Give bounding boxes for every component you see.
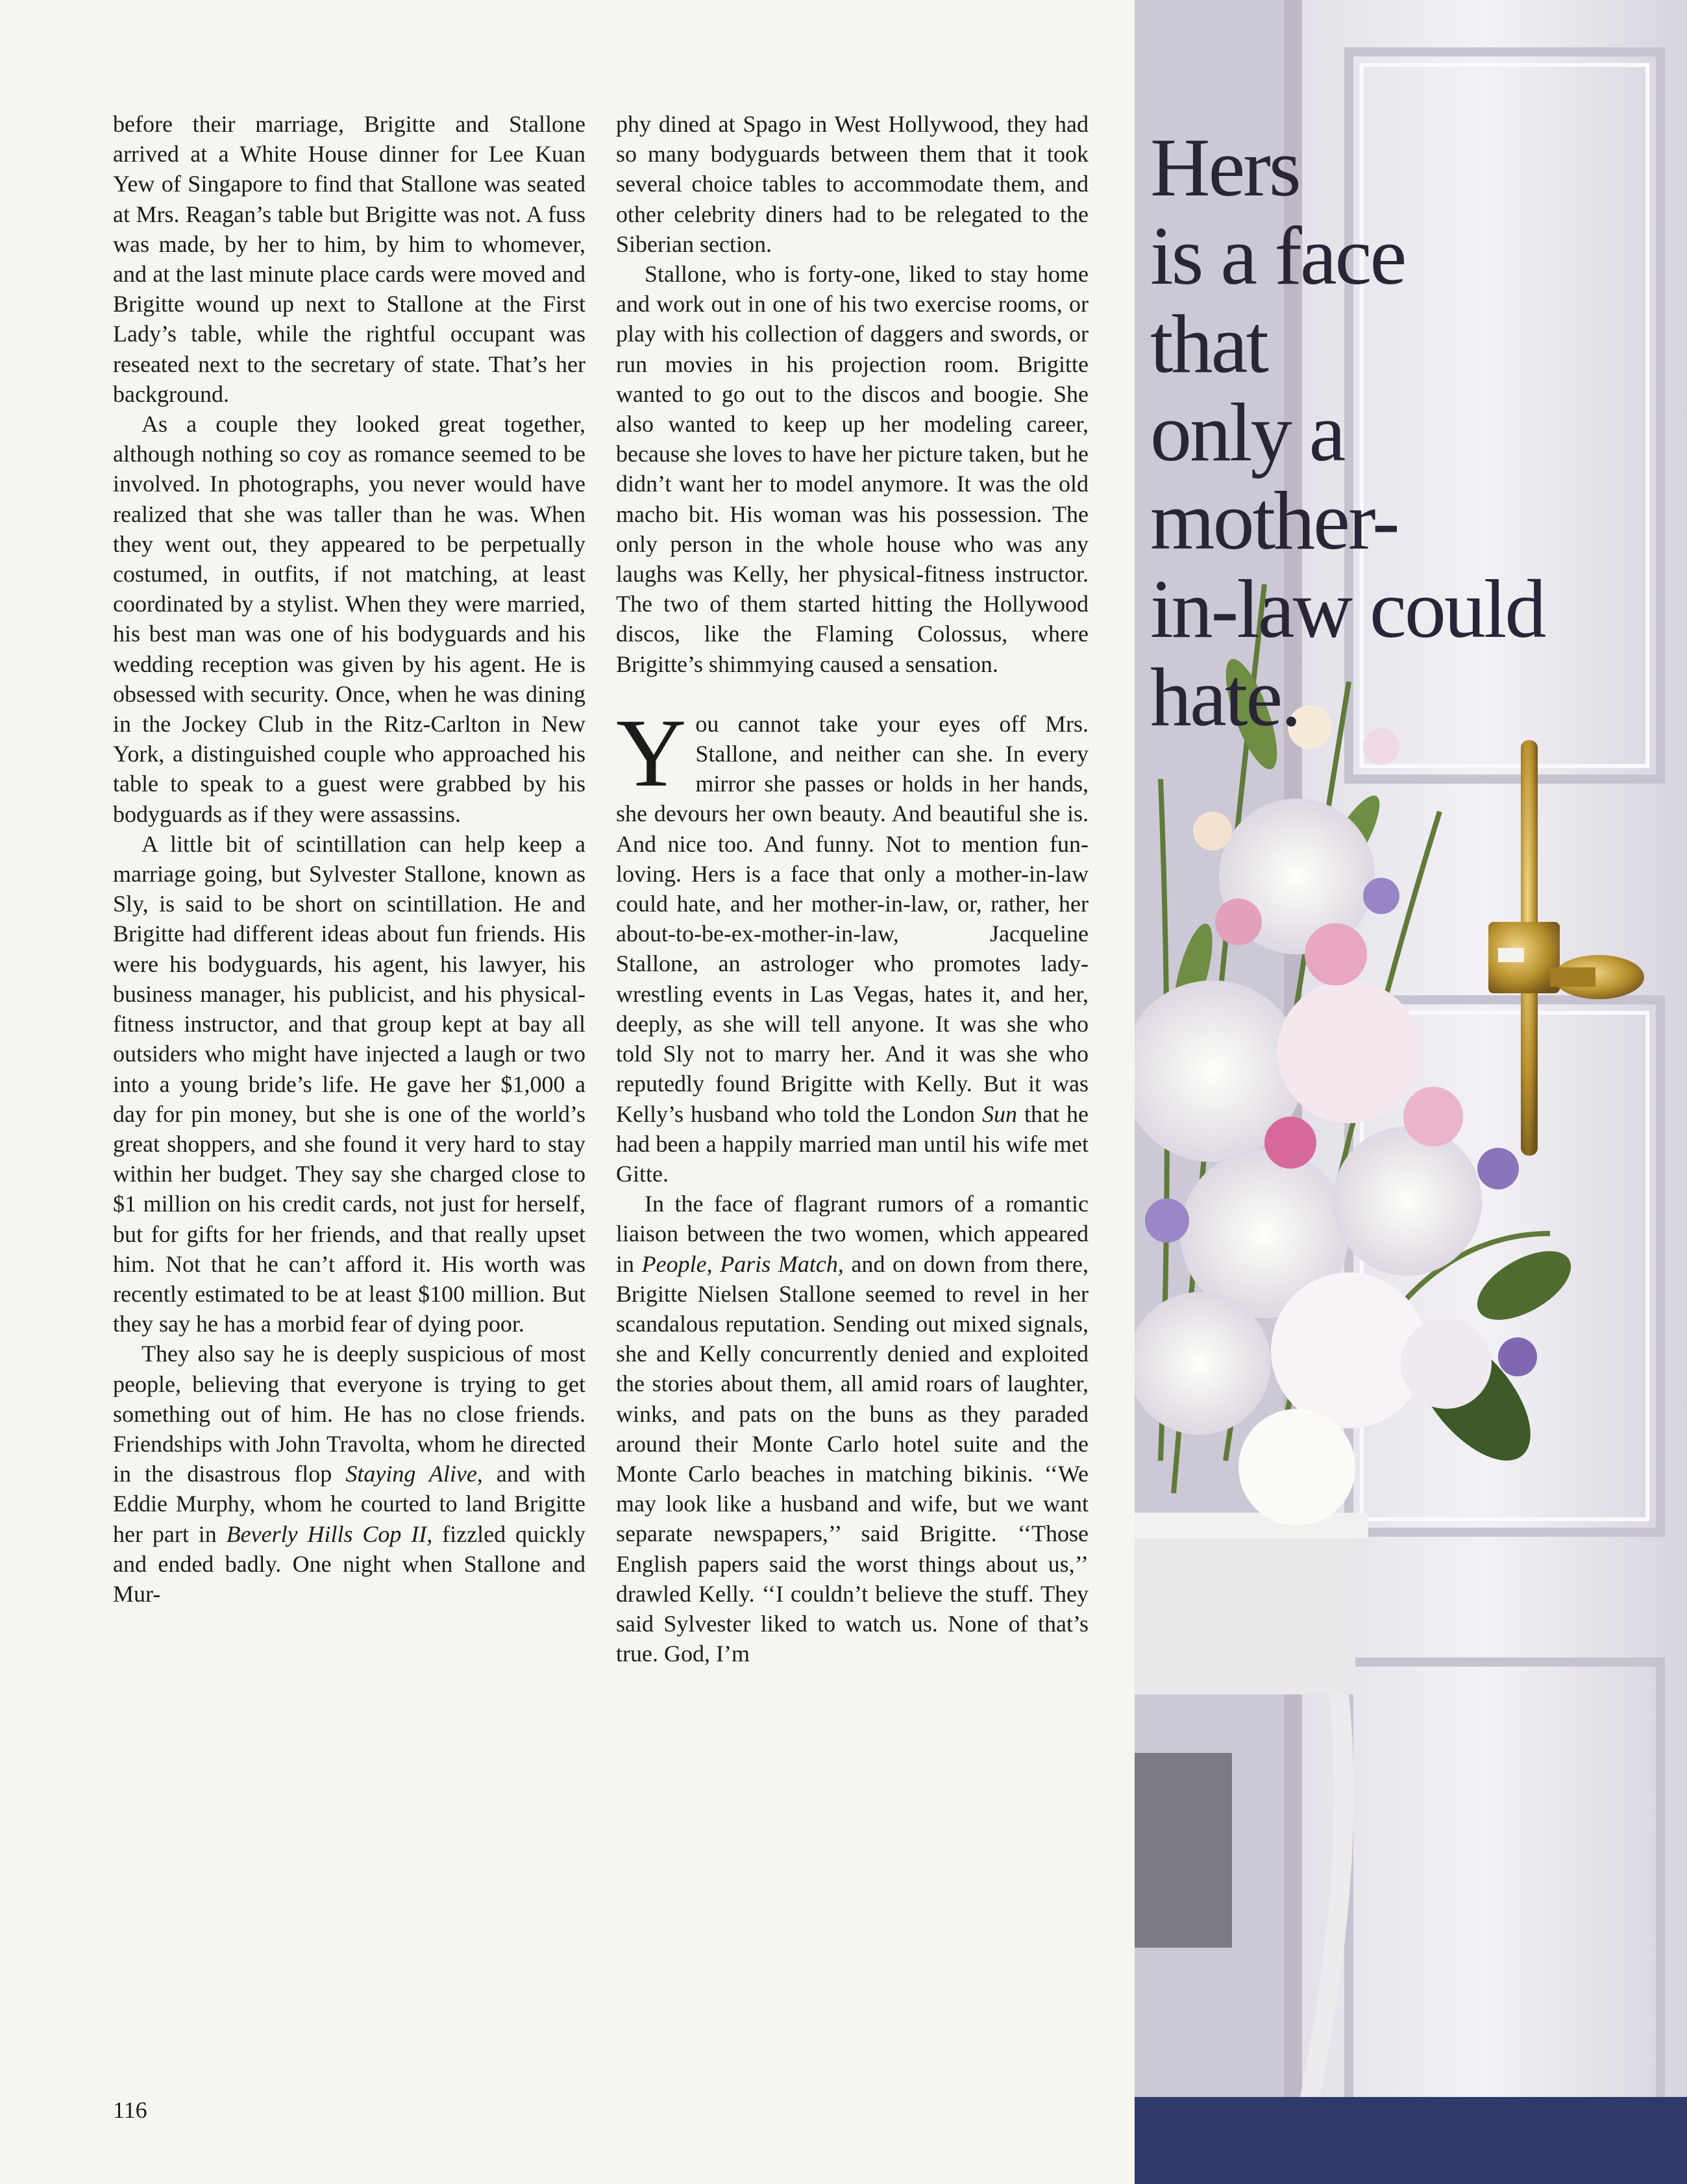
drop-cap: Y <box>616 699 687 807</box>
film-title: Beverly Hills Cop II, <box>226 1520 433 1547</box>
pull-quote <box>1150 123 1682 741</box>
text-run: ou cannot take your eyes off Mrs. Stallone, and neither can she. In every mirror she passes or holds in her hands, she devours her own beauty. And beautiful she is. And nice too. And funny. Not to mention fun-loving. Hers is a face that only a mother-in-law could hate, and her mother-in-law, or, rather, her about-to-be-ex-mother-in-law, Jacqueline Stallone, an astrologer who promotes lady-wrestling events in Las Vegas, hates it, and her, deeply, as she will tell anyone. It was she who told Sly not to marry her. And it was she who reputedly found Brigitte with Kelly. But it was Kelly’s husband who told the London <box>616 710 1089 1127</box>
article-paragraph: Stallone, who is forty-one, liked to stay home and work out in one of his two exercise rooms, or play with his collection of daggers and swords, or run movies in his projection room. Brigitte wanted to go out to the discos and boogie. She also wanted to keep up her modeling career, because she loves to have her picture taken, but he didn’t want her to model anymore. It was the old macho bit. His woman was his possession. The only person in the whole house who was any laughs was Kelly, her physical-fitness instructor. The two of them started hitting the Hollywood discos, like the Flaming Colossus, where Brigitte’s shimmying caused a sensation. <box>616 261 1089 677</box>
text-run: They also say he is deeply suspicious of most people, believing that everyone is trying to get something out of him. He has no close friends. Friendships with John Travolta, whom he directed in the disastrous flop <box>113 1341 585 1487</box>
article-column-right <box>616 109 1089 1669</box>
article-paragraph <box>616 699 1089 1189</box>
article-paragraph <box>113 1339 585 1609</box>
newspaper-title: Sun <box>982 1100 1018 1127</box>
text-run: fizzled quickly and ended badly. One night when Stallone and Mur- <box>113 1520 585 1607</box>
text-run: that he had been a happily married man until his wife met Gitte. <box>616 1100 1089 1187</box>
film-title: Staying Alive, <box>345 1461 483 1487</box>
page-number: 116 <box>113 2097 147 2123</box>
magazine-titles: People, Paris Match, <box>641 1250 844 1277</box>
article-paragraph: A little bit of scintillation can help keep a marriage going, but Sylvester Stallone, known as Sly, is said to be short on scintillation. He and Brigitte had different ideas about fun friends. His were his bodyguards, his agent, his lawyer, his business manager, his publicist, and his physical-fitness instructor, and that group kept at bay all outsiders who might have injected a laugh or two into a young bride’s life. He gave her $1,000 a day for pin money, but she is one of the world’s great shoppers, and she found it very hard to stay within her budget. They say she charged close to $1 million on his credit cards, not just for herself, but for gifts for her friends, and that really upset him. Not that he can’t afford it. His worth was recently estimated to be at least $100 million. But they say he has a morbid fear of dying poor. <box>113 830 585 1337</box>
pull-quote-line: hate. <box>1150 651 1300 743</box>
pull-quote-line: Hers <box>1150 121 1299 214</box>
article-paragraph <box>616 1189 1089 1669</box>
article-paragraph: before their marriage, Brigitte and Stallone arrived at a White House dinner for Lee Kuan Yew of Singapore to find that Stallone was seated at Mrs. Reagan’s table but Brigitte was not. A fuss was made, by her to him, by him to whomever, and at the last minute place cards were moved and Brigitte wound up next to Stallone at the First Lady’s table, while the rightful occupant was reseated next to the secretary of state. That’s her background. <box>113 111 585 407</box>
article-paragraph: As a couple they looked great together, although nothing so coy as romance seemed to be involved. In photographs, you never would have realized that she was taller than he was. When they went out, they appeared to be perpetually costumed, in outfits, if not matching, at least coordinated by a stylist. When they were married, his best man was one of his bodyguards and his wedding reception was given by his agent. He is obsessed with security. Once, when he was dining in the Jockey Club in the Ritz-Carlton in New York, a distinguished couple who approached his table to speak to a guest were grabbed by his bodyguards as if they were assassins. <box>113 411 585 827</box>
pull-quote-line: only a <box>1150 386 1344 478</box>
article-column-left <box>113 109 585 1609</box>
text-run: and with Eddie Murphy, whom he courted to land Brigitte her part in <box>113 1461 585 1547</box>
pull-quote-line: is a face <box>1150 210 1405 302</box>
pull-quote-line: in-law could <box>1150 563 1545 655</box>
article-paragraph: phy dined at Spago in West Hollywood, they had so many bodyguards between them that it took several choice tables to accommodate them, and other celebrity diners had to be relegated to the Siberian section. <box>616 111 1089 257</box>
carpet <box>1135 2097 1687 2184</box>
pull-quote-line: mother- <box>1150 475 1398 567</box>
text-run: In the face of flagrant rumors of a romantic liaison between the two women, which appeared in <box>616 1191 1089 1277</box>
pull-quote-line: that <box>1150 298 1267 390</box>
text-run: and on down from there, Brigitte Nielsen Stallone seemed to revel in her scandalous reputation. Sending out mixed signals, she and Kelly concurrently denied and exploited the stories about them, all amid roars of laughter, winks, and pats on the buns as they paraded around their Monte Carlo hotel suite and the Monte Carlo beaches in matching bikinis. ‘‘We may look like a husband and wife, but we want separate newspapers,’’ said Brigitte. ‘‘Those English papers said the worst things about us,’’ drawled Kelly. ‘‘I couldn’t believe the stuff. They said Sylvester liked to watch us. None of that’s true. God, I’m <box>616 1250 1089 1667</box>
